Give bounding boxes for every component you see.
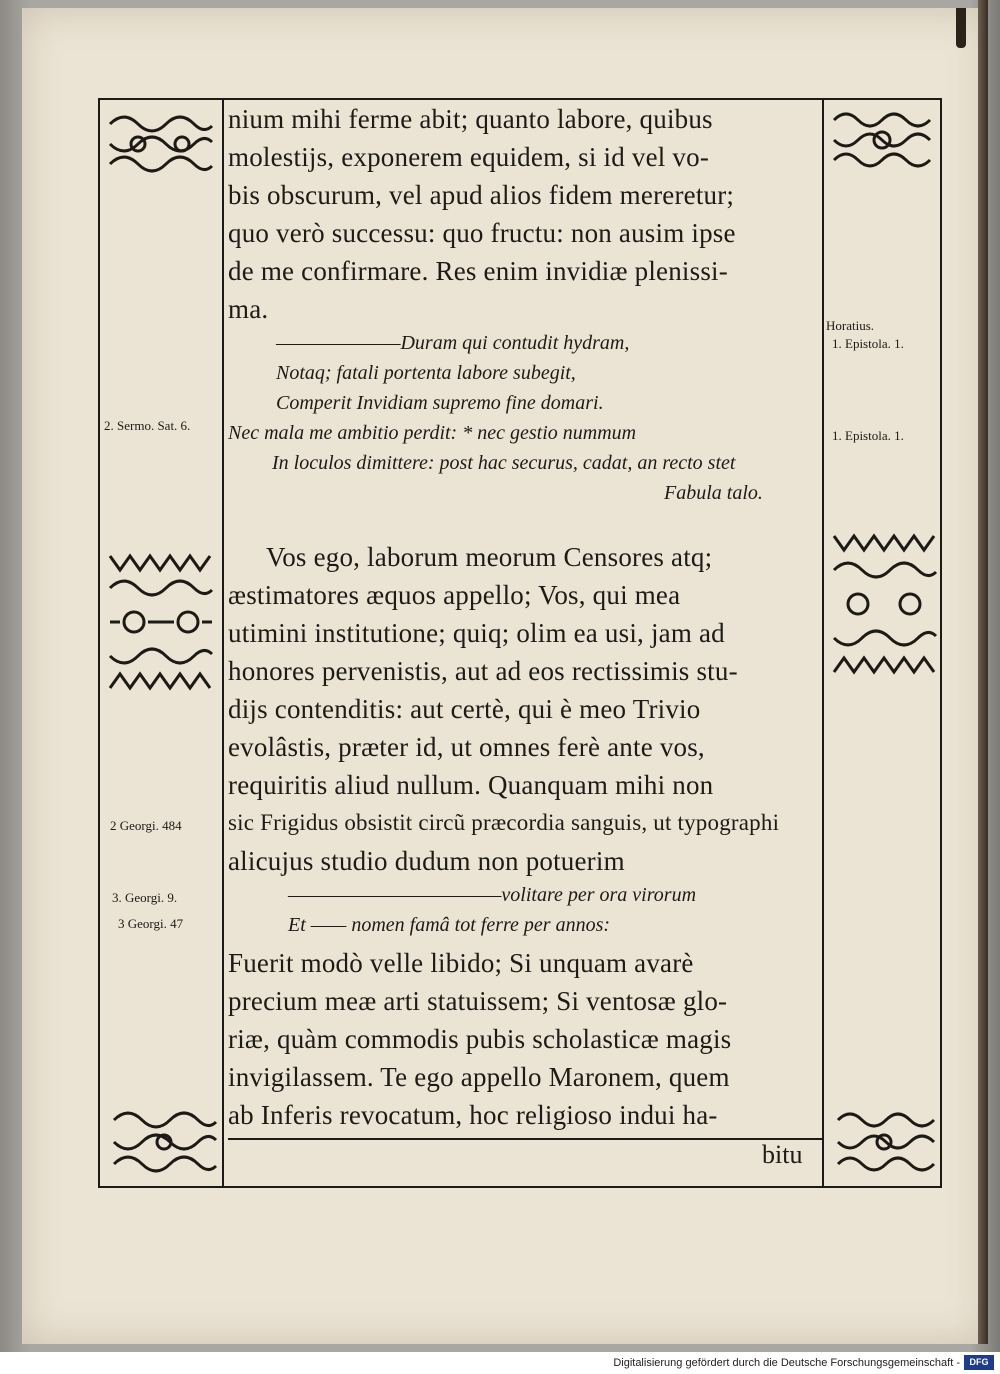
prose-address <box>228 538 822 880</box>
text-line: Fuerit modò velle libido; Si unquam avarè <box>228 948 694 978</box>
text-line: sic Frigidus obsistit circũ præcordia sanguis, ut typographi <box>228 810 780 835</box>
text-line: nium mihi ferme abit; quanto labore, quibus <box>228 104 713 134</box>
page-edge-mark <box>956 8 966 48</box>
frame-right-rule <box>940 98 942 1188</box>
margin-note-georgi-3: 3 Georgi. 47 <box>118 916 184 931</box>
catchword-rule <box>228 1138 822 1140</box>
verse-quotation-horace <box>228 328 822 508</box>
fleuron-ornament-icon <box>108 1104 220 1180</box>
text-line: utimini institutione; quiq; olim ea usi, jam ad <box>228 618 725 648</box>
prose-opening <box>228 100 822 328</box>
text-line: invigilassem. Te ego appello Maronem, quem <box>228 1062 730 1092</box>
text-line: evolâstis, præter id, ut omnes ferè ante vos, <box>228 732 705 762</box>
verse-line: ———————Duram qui contudit hydram, <box>276 332 630 354</box>
text-line: bis obscurum, vel apud alios fidem mereretur; <box>228 180 735 210</box>
text-line: quo verò successu: quo fructu: non ausim ipse <box>228 218 736 248</box>
fleuron-ornament-icon <box>832 1104 938 1180</box>
footer-credit: Digitalisierung gefördert durch die Deutsche Forschungsgemeinschaft - <box>613 1357 960 1369</box>
verse-line: Comperit Invidiam supremo fine domari. <box>276 392 604 414</box>
verse-line: ————————————volitare per ora virorum <box>288 884 697 906</box>
text-line: Vos ego, laborum meorum Censores atq; <box>266 542 713 572</box>
text-line: ab Inferis revocatum, hoc religioso indui ha- <box>228 1100 718 1130</box>
fleuron-ornament-icon <box>104 104 216 184</box>
text-line: honores pervenistis, aut ad eos rectissimis stu- <box>228 656 738 686</box>
verse-line: Fabula talo. <box>664 482 763 504</box>
prose-closing <box>228 944 822 1134</box>
verse-line: Et —— nomen famâ tot ferre per annos: <box>288 914 611 936</box>
text-line: alicujus studio dudum non potuerim <box>228 846 625 876</box>
margin-note-epistola-2: 1. Epistola. 1. <box>832 428 904 443</box>
text-line: ma. <box>228 294 269 324</box>
frame-bottom-rule <box>98 1186 942 1188</box>
catchword: bitu <box>762 1140 803 1169</box>
text-line: requiritis aliud nullum. Quanquam mihi non <box>228 770 714 800</box>
margin-note-georgi-2: 3. Georgi. 9. <box>112 890 178 905</box>
dfg-logo-icon[interactable]: DFG <box>964 1355 994 1370</box>
text-line: dijs contenditis: aut certè, qui è meo Trivio <box>228 694 701 724</box>
verse-line: Notaq; fatali portenta labore subegit, <box>276 362 576 384</box>
text-line: riæ, quàm commodis pubis scholasticæ magis <box>228 1024 732 1054</box>
text-line: æstimatores æquos appello; Vos, qui mea <box>228 580 681 610</box>
fleuron-ornament-icon <box>104 544 218 700</box>
fleuron-ornament-icon <box>828 524 940 684</box>
book-spine-edge <box>978 0 988 1344</box>
text-line: de me confirmare. Res enim invidiæ plenissi- <box>228 256 728 286</box>
margin-note-sermo: 2. Sermo. Sat. 6. <box>104 418 191 433</box>
text-line: molestijs, exponerem equidem, si id vel vo- <box>228 142 710 172</box>
text-block-right-rule <box>822 98 824 1188</box>
digitization-footer <box>0 1352 1000 1374</box>
margin-note-epistola-1: 1. Epistola. 1. <box>832 336 904 351</box>
verse-quotation-vergil <box>228 880 822 940</box>
text-line: precium meæ arti statuissem; Si ventosæ glo- <box>228 986 728 1016</box>
verse-line: In loculos dimittere: post hac securus, cadat, an recto stet <box>272 452 736 474</box>
margin-note-georgi-1: 2 Georgi. 484 <box>110 818 182 833</box>
verse-line: Nec mala me ambitio perdit: * nec gestio nummum <box>228 422 637 444</box>
frame-left-rule <box>98 98 100 1188</box>
margin-note-horatius: Horatius. <box>826 318 875 333</box>
fleuron-ornament-icon <box>828 104 936 174</box>
text-block-left-rule <box>222 98 224 1188</box>
